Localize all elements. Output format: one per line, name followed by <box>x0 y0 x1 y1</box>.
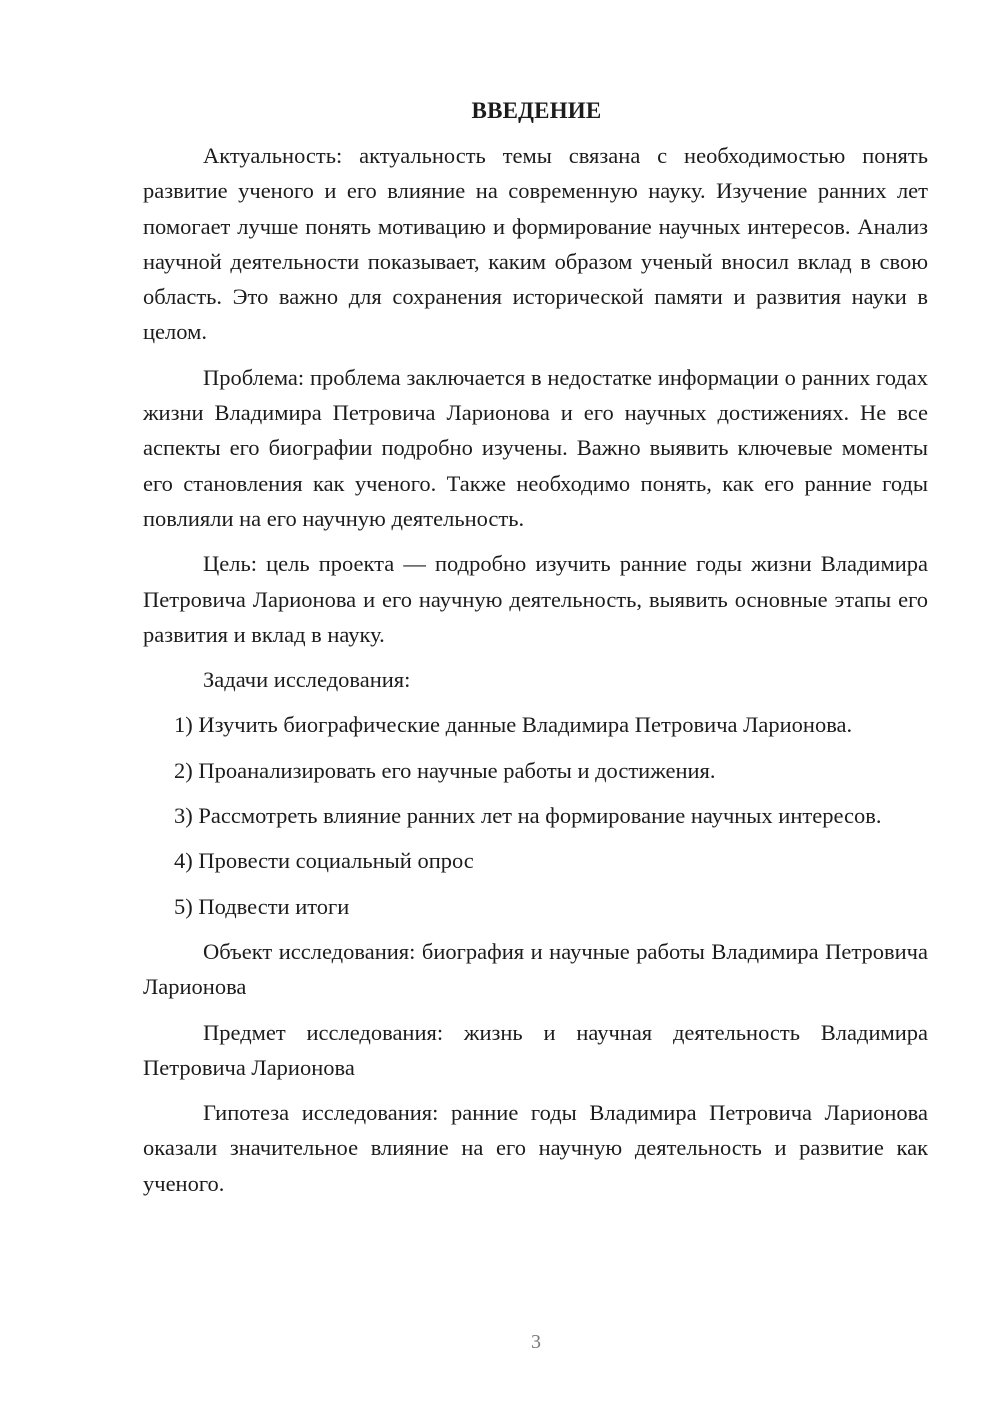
page-content <box>143 93 928 1211</box>
paragraph-goal: Цель: цель проекта — подробно изучить ранние годы жизни Владимира Петровича Ларионова и его научную деятельность, выявить основные этапы его развития и вклад в науку. <box>143 551 928 647</box>
task-item-3: 3) Рассмотреть влияние ранних лет на формирование научных интересов. <box>174 803 882 829</box>
task-item-2: 2) Проанализировать его научные работы и достижения. <box>174 757 716 783</box>
section-heading: ВВЕДЕНИЕ <box>471 98 602 123</box>
paragraph-problem: Проблема: проблема заключается в недостатке информации о ранних годах жизни Владимира Петровича Ларионова и его научных достижениях. Не все аспекты его биографии подробно изучены. Важно выявить ключевые моменты его становления как ученого. Также необходимо понять, как его ранние годы повлияли на его научную деятельность. <box>143 364 928 531</box>
tasks-title: Задачи исследования: <box>203 667 411 693</box>
paragraph-subject: Предмет исследования: жизнь и научная деятельность Владимира Петровича Ларионова <box>143 1019 928 1080</box>
task-item-1: 1) Изучить биографические данные Владимира Петровича Ларионова. <box>174 712 853 738</box>
paragraph-hypothesis: Гипотеза исследования: ранние годы Владимира Петровича Ларионова оказали значительное влияние на его научную деятельность и развитие как ученого. <box>143 1100 928 1196</box>
paragraph-object: Объект исследования: биография и научные работы Владимира Петровича Ларионова <box>143 938 928 1000</box>
task-item-5: 5) Подвести итоги <box>174 893 350 919</box>
page-number: 3 <box>531 1331 541 1353</box>
task-item-4: 4) Провести социальный опрос <box>174 848 474 874</box>
paragraph-relevance: Актуальность: актуальность темы связана с необходимостью понять развитие ученого и его влияние на современную науку. Изучение ранних лет помогает лучше понять мотивацию и формирование научных интересов. Анализ научной деятельности показывает, каким образом ученый вносил вклад в свою область. Это важно для сохранения исторической памяти и развития науки в целом. <box>143 143 928 345</box>
